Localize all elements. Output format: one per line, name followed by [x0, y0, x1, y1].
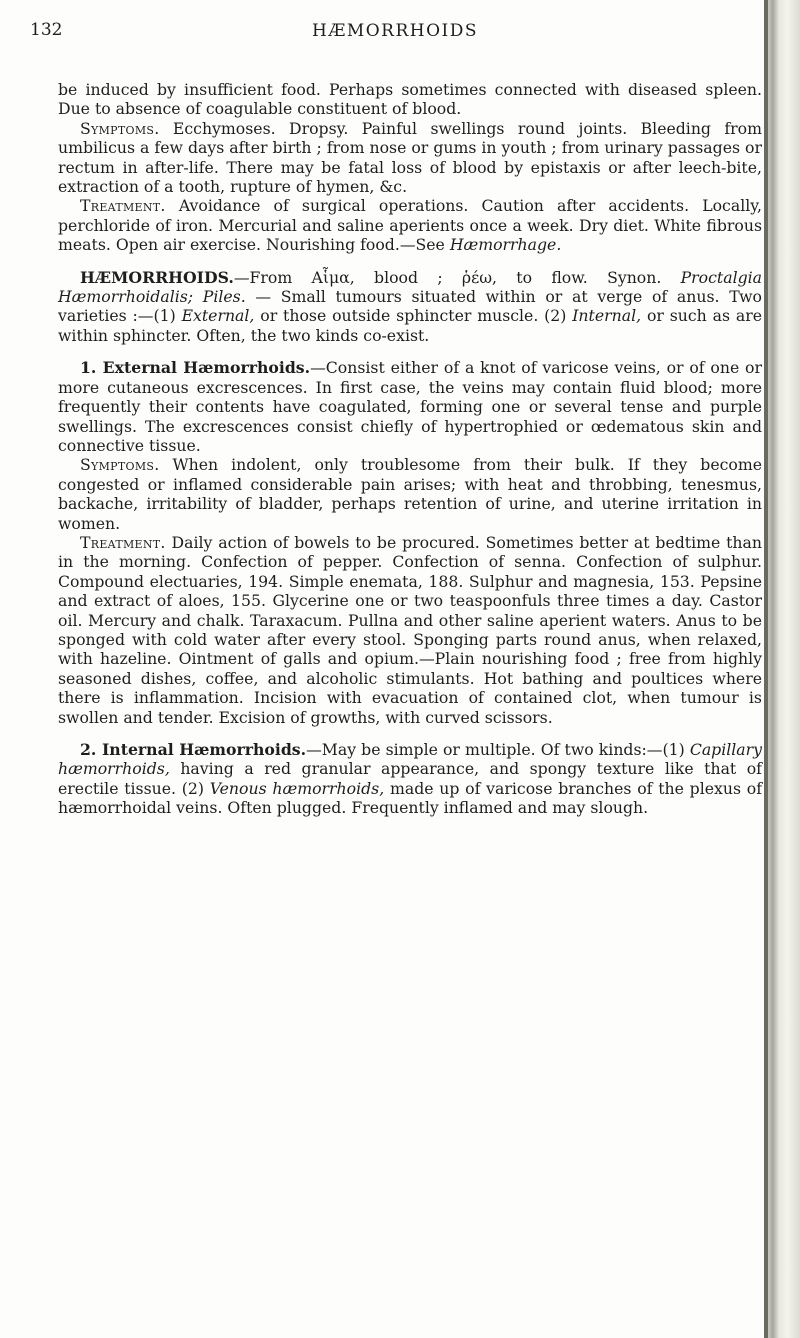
running-head: HÆMORRHOIDS: [312, 21, 479, 41]
paragraph-external-haemorrhoids: 1. External Hæmorrhoids.—Consist either of a knot of varicose veins, or of one or more cutaneous excrescences. In first case, the veins may contain fluid blood; more frequently their contents have coagulated, forming one or several tense and purple swellings. The excrescences consist chiefly of hypertrophied or œdematous skin and connective tissue.: [58, 358, 762, 455]
cross-reference: Hæmorrhage.: [449, 235, 562, 255]
symptoms-label: Symptoms.: [80, 455, 160, 475]
page-number: 132: [30, 20, 63, 40]
treatment-label: Treatment.: [80, 196, 166, 216]
paragraph-continuation: be induced by insufficient food. Perhaps sometimes connected with diseased spleen. Due to absence of coagulable constituent of blood.: [58, 80, 762, 119]
paragraph-external-symptoms: Symptoms. When indolent, only troublesome from their bulk. If they become congested or inflamed considerable pain arises; with heat and throbbing, tenesmus, backache, irritability of bladder, perhaps retention of urine, and uterine irritation in women.: [58, 455, 762, 533]
symptoms-label: Symptoms.: [80, 118, 160, 138]
paragraph-haemorrhoids-entry: HÆMORRHOIDS.—From Αἷμα, blood ; ῥέω, to flow. Synon. Proctalgia Hæmorrhoidalis; Piles. — Small tumours situated within or at verge of anus. Two varieties :—(1) External, or those outside sphincter muscle. (2) Internal, or such as are within sphincter. Often, the two kinds co-exist.: [58, 267, 762, 345]
paragraph-internal-haemorrhoids: 2. Internal Hæmorrhoids.—May be simple or multiple. Of two kinds:—(1) Capillary hæmorrhoids, having a red granular appearance, and spongy texture like that of erectile tissue. (2) Venous hæmorrhoids, made up of varicose branches of the plexus of hæmorrhoidal veins. Often plugged. Frequently inflamed and may slough.: [58, 740, 763, 818]
entry-heading: HÆMORRHOIDS.: [80, 267, 234, 287]
synonyms: Proctalgia Hæmorrhoidalis; Piles.: [58, 267, 762, 307]
book-edge: [768, 0, 800, 1338]
subheading-external: 1. External Hæmorrhoids.: [80, 358, 311, 378]
subheading-internal: 2. Internal Hæmorrhoids.: [80, 740, 307, 759]
treatment-label: Treatment.: [80, 532, 166, 552]
paragraph-treatment: Treatment. Avoidance of surgical operations. Caution after accidents. Locally, perchloride of iron. Mercurial and saline aperients once a week. Dry diet. White fibrous meats. Open air exercise. Nourishing food.—See Hæmorrhage.: [58, 196, 762, 255]
paragraph-symptoms: Symptoms. Ecchymoses. Dropsy. Painful swellings round joints. Bleeding from umbilicus a few days after birth ; from nose or gums in youth ; from urinary passages or rectum in after-life. There may be fatal loss of blood by epistaxis or after leech-bite, extraction of a tooth, rupture of hymen, &c.: [58, 118, 762, 197]
body-text: [58, 80, 762, 818]
paragraph-external-treatment: Treatment. Daily action of bowels to be procured. Sometimes better at bedtime than in the morning. Confection of pepper. Confection of senna. Confection of sulphur. Compound electuaries, 194. Simple enemata, 188. Sulphur and magnesia, 153. Pepsine and extract of aloes, 155. Glycerine one or two teaspoonfuls three times a day. Castor oil. Mercury and chalk. Taraxacum. Pullna and other saline aperient waters. Anus to be sponged with cold water after every stool. Sponging parts round anus, when relaxed, with hazeline. Ointment of galls and opium.—Plain nourishing food ; free from highly seasoned dishes, coffee, and alcoholic stimulants. Hot bathing and poultices where there is inflammation. Incision with evacuation of contained clot, when tumour is swollen and tender. Excision of growths, with curved scissors.: [58, 532, 762, 727]
